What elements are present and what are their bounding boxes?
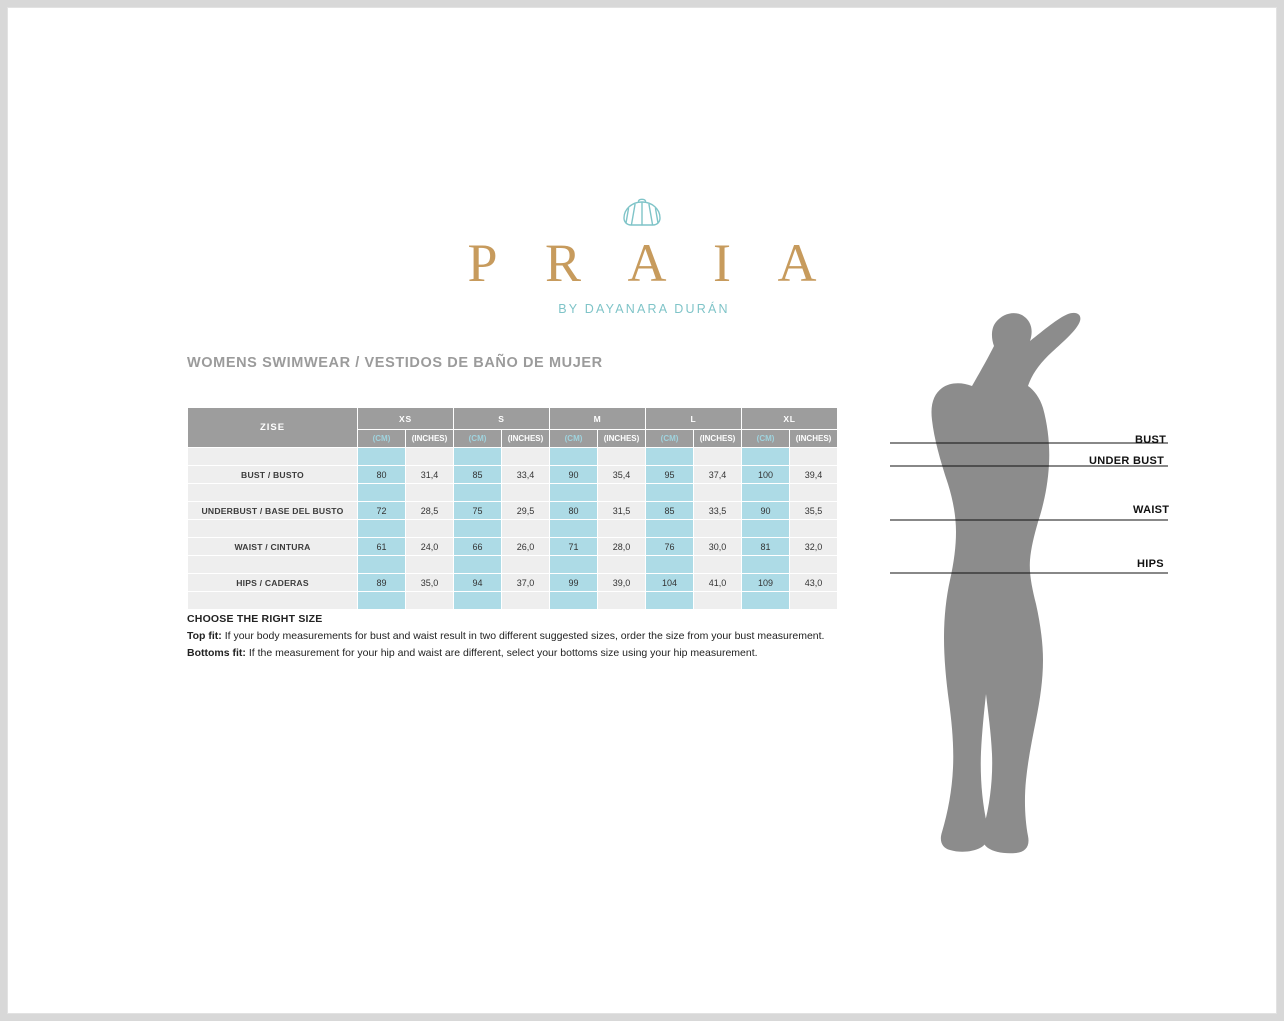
- note-bottoms-fit: [187, 645, 907, 662]
- cell-underbust-xs-cm: 72: [358, 502, 406, 520]
- cell-underbust-l-cm: 85: [646, 502, 694, 520]
- note-top-fit-text: If your body measurements for bust and waist result in two different suggested sizes, order the size from your bust measurement.: [221, 630, 825, 642]
- cell-waist-m-in: 28,0: [598, 538, 646, 556]
- cell-bust-l-cm: 95: [646, 466, 694, 484]
- cell-hips-m-cm: 99: [550, 574, 598, 592]
- label-bust: BUST: [1135, 434, 1167, 446]
- cell-hips-s-cm: 94: [454, 574, 502, 592]
- label-waist: WAIST: [1133, 504, 1170, 516]
- sizing-notes: [187, 611, 907, 662]
- female-silhouette-illustration: [868, 308, 1268, 868]
- cell-waist-xs-cm: 61: [358, 538, 406, 556]
- row-label-underbust: UNDERBUST / BASE DEL BUSTO: [188, 502, 358, 520]
- table-row: [188, 574, 838, 592]
- table-row: [188, 502, 838, 520]
- table-spacer-row: [188, 520, 838, 538]
- table-spacer-row: [188, 484, 838, 502]
- header-unit-cm-l: (CM): [646, 430, 694, 448]
- cell-hips-s-in: 37,0: [502, 574, 550, 592]
- note-bottoms-fit-label: Bottoms fit:: [187, 647, 246, 659]
- table-spacer-row: [188, 448, 838, 466]
- header-size-m: M: [550, 408, 646, 430]
- size-chart: [187, 407, 837, 610]
- note-bottoms-fit-text: If the measurement for your hip and waist are different, select your bottoms size using your hip measurement.: [245, 647, 758, 659]
- cell-underbust-xs-in: 28,5: [406, 502, 454, 520]
- cell-waist-xs-in: 24,0: [406, 538, 454, 556]
- cell-hips-xs-cm: 89: [358, 574, 406, 592]
- cell-underbust-xl-cm: 90: [742, 502, 790, 520]
- cell-waist-s-cm: 66: [454, 538, 502, 556]
- cell-underbust-s-in: 29,5: [502, 502, 550, 520]
- measurement-figure: [868, 308, 1268, 868]
- cell-hips-xl-cm: 109: [742, 574, 790, 592]
- table-row: [188, 538, 838, 556]
- header-unit-in-xs: (INCHES): [406, 430, 454, 448]
- cell-underbust-m-in: 31,5: [598, 502, 646, 520]
- brand-tagline: BY DAYANARA DURÁN: [558, 302, 730, 316]
- header-unit-cm-m: (CM): [550, 430, 598, 448]
- header-corner-label: ZISE: [188, 408, 358, 448]
- label-hips: HIPS: [1137, 558, 1164, 570]
- cell-bust-l-in: 37,4: [694, 466, 742, 484]
- cell-hips-xl-in: 43,0: [790, 574, 838, 592]
- cell-bust-xl-cm: 100: [742, 466, 790, 484]
- header-unit-cm-xs: (CM): [358, 430, 406, 448]
- brand-header: [8, 198, 1276, 316]
- header-unit-in-m: (INCHES): [598, 430, 646, 448]
- table-spacer-row: [188, 592, 838, 610]
- cell-underbust-m-cm: 80: [550, 502, 598, 520]
- header-size-xs: XS: [358, 408, 454, 430]
- cell-waist-l-in: 30,0: [694, 538, 742, 556]
- header-unit-in-xl: (INCHES): [790, 430, 838, 448]
- cell-bust-s-in: 33,4: [502, 466, 550, 484]
- header-size-s: S: [454, 408, 550, 430]
- female-silhouette: [931, 313, 1080, 853]
- size-chart-table: [187, 407, 838, 610]
- header-unit-in-s: (INCHES): [502, 430, 550, 448]
- note-top-fit-label: Top fit:: [187, 630, 222, 642]
- cell-waist-m-cm: 71: [550, 538, 598, 556]
- cell-bust-m-in: 35,4: [598, 466, 646, 484]
- cell-waist-xl-in: 32,0: [790, 538, 838, 556]
- cell-bust-xs-in: 31,4: [406, 466, 454, 484]
- shell-icon: [619, 198, 665, 230]
- row-label-waist: WAIST / CINTURA: [188, 538, 358, 556]
- cell-bust-xl-in: 39,4: [790, 466, 838, 484]
- cell-underbust-xl-in: 35,5: [790, 502, 838, 520]
- row-label-bust: BUST / BUSTO: [188, 466, 358, 484]
- label-under-bust: UNDER BUST: [1089, 455, 1165, 467]
- header-unit-cm-s: (CM): [454, 430, 502, 448]
- row-label-hips: HIPS / CADERAS: [188, 574, 358, 592]
- cell-underbust-s-cm: 75: [454, 502, 502, 520]
- note-top-fit: [187, 628, 907, 645]
- cell-hips-l-in: 41,0: [694, 574, 742, 592]
- cell-waist-l-cm: 76: [646, 538, 694, 556]
- cell-bust-s-cm: 85: [454, 466, 502, 484]
- table-header-sizes: [188, 408, 838, 430]
- cell-hips-l-cm: 104: [646, 574, 694, 592]
- header-unit-cm-xl: (CM): [742, 430, 790, 448]
- cell-waist-xl-cm: 81: [742, 538, 790, 556]
- cell-waist-s-in: 26,0: [502, 538, 550, 556]
- cell-underbust-l-in: 33,5: [694, 502, 742, 520]
- header-size-l: L: [646, 408, 742, 430]
- header-size-xl: XL: [742, 408, 838, 430]
- table-spacer-row: [188, 556, 838, 574]
- table-row: [188, 466, 838, 484]
- cell-hips-m-in: 39,0: [598, 574, 646, 592]
- document-page: [8, 8, 1276, 1013]
- cell-bust-m-cm: 90: [550, 466, 598, 484]
- notes-heading: CHOOSE THE RIGHT SIZE: [187, 613, 323, 625]
- header-unit-in-l: (INCHES): [694, 430, 742, 448]
- cell-bust-xs-cm: 80: [358, 466, 406, 484]
- brand-name: P R A I A: [467, 233, 835, 293]
- cell-hips-xs-in: 35,0: [406, 574, 454, 592]
- page-title: WOMENS SWIMWEAR / VESTIDOS DE BAÑO DE MUJER: [187, 355, 603, 371]
